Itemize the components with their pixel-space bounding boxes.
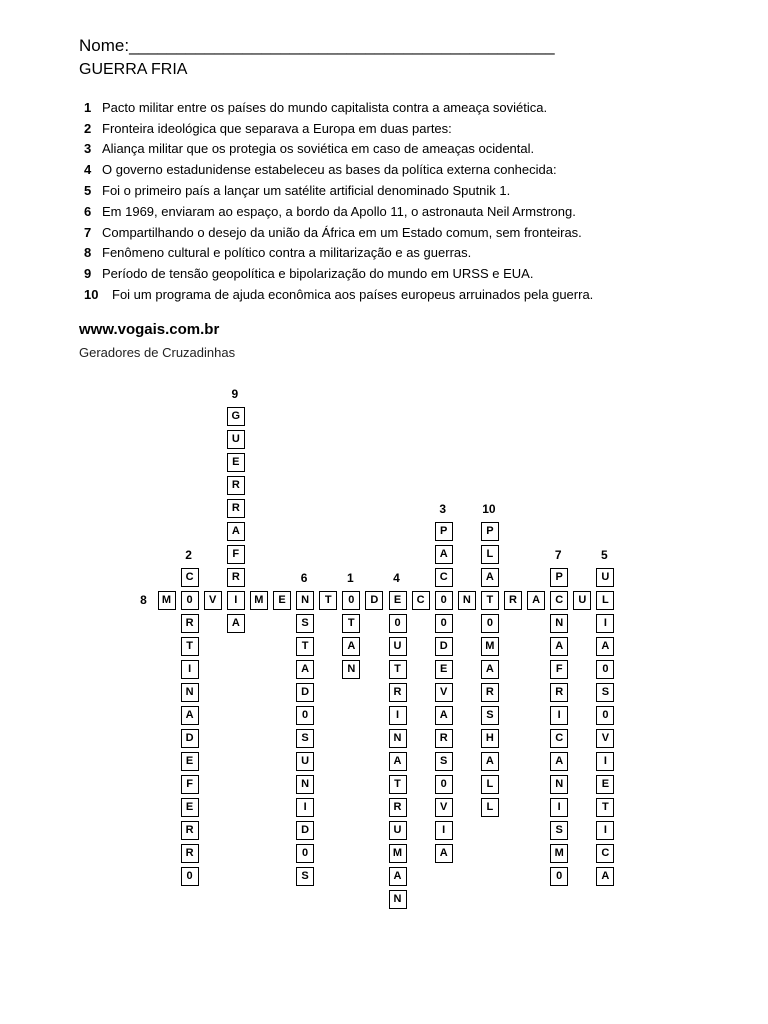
crossword-cell[interactable]: P [435,522,453,541]
crossword-cell[interactable]: E [273,591,291,610]
crossword-cell[interactable]: R [481,683,499,702]
crossword-cell[interactable]: 0 [296,706,314,725]
crossword-cell[interactable]: R [389,683,407,702]
crossword-cell[interactable]: 0 [296,844,314,863]
crossword-cell[interactable]: A [481,660,499,679]
site-subtitle: Geradores de Cruzadinhas [79,345,236,360]
crossword-cell[interactable]: I [596,752,614,771]
crossword-cell[interactable]: R [227,568,245,587]
crossword-cell[interactable]: T [481,591,499,610]
clue-number: 7 [84,224,92,240]
crossword-cell[interactable]: G [227,407,245,426]
crossword-cell[interactable]: A [550,637,568,656]
crossword-cell[interactable]: 0 [389,614,407,633]
clue-number: 9 [84,266,92,282]
crossword-cell[interactable]: A [435,545,453,564]
crossword-cell[interactable]: V [204,591,222,610]
crossword-cell[interactable]: P [550,568,568,587]
crossword-cell[interactable]: A [435,706,453,725]
crossword-cell[interactable]: S [481,706,499,725]
crossword-cell[interactable]: N [181,683,199,702]
crossword-cell[interactable]: N [296,775,314,794]
crossword-cell[interactable]: L [481,545,499,564]
clue-number: 1 [84,99,92,115]
crossword-cell[interactable]: M [389,844,407,863]
crossword-cell[interactable]: E [435,660,453,679]
crossword-cell[interactable]: C [596,844,614,863]
clue-text: Pacto militar entre os países do mundo capitalista contra a ameaça soviética. [102,99,548,115]
crossword-cell[interactable]: S [296,729,314,748]
crossword-cell[interactable]: L [481,798,499,817]
crossword-cell[interactable]: R [389,798,407,817]
crossword-cell[interactable]: C [550,729,568,748]
crossword-cell[interactable]: D [365,591,383,610]
crossword-cell[interactable]: C [412,591,430,610]
crossword-cell[interactable]: E [596,775,614,794]
crossword-cell[interactable]: U [389,821,407,840]
word-number: 1 [346,571,354,585]
crossword-cell[interactable]: S [550,821,568,840]
crossword-cell[interactable]: A [550,752,568,771]
crossword-cell[interactable]: T [389,775,407,794]
crossword-cell[interactable]: V [435,683,453,702]
crossword-cell[interactable]: N [296,591,314,610]
crossword-cell[interactable]: I [389,706,407,725]
crossword-cell[interactable]: N [550,775,568,794]
crossword-cell[interactable]: I [227,591,245,610]
crossword-cell[interactable]: R [227,499,245,518]
crossword-cell[interactable]: F [227,545,245,564]
crossword-cell[interactable]: 0 [596,660,614,679]
crossword-cell[interactable]: 0 [435,614,453,633]
clue-text: Compartilhando o desejo da união da África em um Estado comum, sem fronteiras. [102,224,582,240]
crossword-cell[interactable]: 0 [181,591,199,610]
clue-text: O governo estadunidense estabeleceu as bases da política externa conhecida: [102,162,557,178]
clue-number: 8 [84,245,92,261]
crossword-cell[interactable]: V [596,729,614,748]
crossword-cell[interactable]: I [296,798,314,817]
crossword-cell[interactable]: U [227,430,245,449]
clue-number: 3 [84,141,92,157]
crossword-cell[interactable]: A [342,637,360,656]
clue-text: Foi um programa de ajuda econômica aos países europeus arruinados pela guerra. [112,287,594,303]
crossword-cell[interactable]: 0 [342,591,360,610]
crossword-cell[interactable]: N [389,729,407,748]
crossword-cell[interactable]: M [250,591,268,610]
crossword-cell[interactable]: F [550,660,568,679]
crossword-cell[interactable]: A [527,591,545,610]
word-number: 7 [554,548,562,562]
worksheet-title: GUERRA FRIA [79,61,188,78]
clue-text: Aliança militar que os protegia os soviética em caso de ameaças ocidental. [102,141,535,157]
clue-text: Em 1969, enviaram ao espaço, a bordo da Apollo 11, o astronauta Neil Armstrong. [102,203,576,219]
crossword-cell[interactable]: T [181,637,199,656]
crossword-cell[interactable]: A [296,660,314,679]
crossword-cell[interactable]: I [596,821,614,840]
crossword-cell[interactable]: C [181,568,199,587]
word-number: 4 [393,571,400,585]
crossword-cell[interactable]: I [435,821,453,840]
clue-number: 10 [84,287,99,303]
crossword-cell[interactable]: I [550,798,568,817]
crossword-cell[interactable]: 0 [596,706,614,725]
crossword-cell[interactable]: S [296,867,314,886]
crossword-cell[interactable]: L [596,591,614,610]
crossword-cell[interactable]: I [550,706,568,725]
clue-number: 4 [84,162,92,178]
crossword-cell[interactable]: I [181,660,199,679]
crossword-cell[interactable]: A [181,706,199,725]
crossword-cell[interactable]: A [227,522,245,541]
crossword-cell[interactable]: S [596,683,614,702]
crossword-cell[interactable]: L [481,775,499,794]
crossword-cell[interactable]: A [596,637,614,656]
crossword-cell[interactable]: H [481,729,499,748]
crossword-cell[interactable]: T [296,637,314,656]
crossword-cell[interactable]: A [481,568,499,587]
clue-text: Período de tensão geopolítica e bipolarização do mundo em URSS e EUA. [102,266,534,282]
crossword-cell[interactable]: E [181,798,199,817]
crossword-cell[interactable]: N [342,660,360,679]
crossword-cell[interactable]: R [181,821,199,840]
crossword-cell[interactable]: 0 [181,867,199,886]
crossword-cell[interactable]: C [550,591,568,610]
crossword-cell[interactable]: E [389,591,407,610]
crossword-cell[interactable]: A [227,614,245,633]
crossword-cell[interactable]: A [596,867,614,886]
clue-number: 5 [84,183,92,199]
crossword-cell[interactable]: T [389,660,407,679]
crossword-cell[interactable]: S [435,752,453,771]
crossword-cell[interactable]: A [435,844,453,863]
word-number: 9 [231,387,239,401]
crossword-cell[interactable]: I [596,614,614,633]
crossword-cell[interactable]: U [596,568,614,587]
word-number: 8 [140,593,147,607]
crossword-cell[interactable]: D [296,821,314,840]
word-number: 3 [439,502,447,516]
name-field-label: Nome:_____________________________________________ [79,36,555,55]
crossword-cell[interactable]: 0 [435,775,453,794]
crossword-cell[interactable]: R [227,476,245,495]
crossword-cell[interactable]: T [342,614,360,633]
crossword-cell[interactable]: P [481,522,499,541]
crossword-cell[interactable]: U [389,637,407,656]
crossword-cell[interactable]: T [319,591,337,610]
crossword-cell[interactable]: A [481,752,499,771]
crossword-cell[interactable]: V [435,798,453,817]
crossword-cell[interactable]: E [227,453,245,472]
crossword-cell[interactable]: D [435,637,453,656]
crossword-cell[interactable]: M [550,844,568,863]
crossword-cell[interactable]: F [181,775,199,794]
crossword-cell[interactable]: N [389,890,407,909]
crossword-cell[interactable]: R [550,683,568,702]
crossword-cell[interactable]: D [296,683,314,702]
word-number: 5 [601,548,608,562]
crossword-cell[interactable]: N [550,614,568,633]
crossword-cell[interactable]: 0 [481,614,499,633]
word-number: 2 [185,548,192,562]
word-number: 6 [300,571,308,585]
crossword-cell[interactable]: U [573,591,591,610]
crossword-cell[interactable]: E [181,752,199,771]
crossword-cell[interactable]: R [181,844,199,863]
clue-text: Fronteira ideológica que separava a Europa em duas partes: [102,120,452,136]
crossword-cell[interactable]: 0 [550,867,568,886]
crossword-cell[interactable]: U [296,752,314,771]
clue-number: 2 [84,120,92,136]
site-link[interactable]: www.vogais.com.br [79,321,220,338]
crossword-cell[interactable]: R [504,591,522,610]
crossword-cell[interactable]: A [389,867,407,886]
crossword-cell[interactable]: T [596,798,614,817]
word-number: 10 [482,502,496,516]
crossword-cell[interactable]: 0 [435,591,453,610]
clue-number: 6 [84,203,92,219]
crossword-cell[interactable]: A [389,752,407,771]
crossword-cell[interactable]: M [481,637,499,656]
crossword-cell[interactable]: N [458,591,476,610]
crossword-cell[interactable]: D [181,729,199,748]
crossword-cell[interactable]: M [158,591,176,610]
crossword-cell[interactable]: S [296,614,314,633]
clue-text: Foi o primeiro país a lançar um satélite artificial denominado Sputnik 1. [102,183,511,199]
crossword-cell[interactable]: C [435,568,453,587]
crossword-cell[interactable]: R [181,614,199,633]
clue-text: Fenômeno cultural e político contra a militarização e as guerras. [102,245,472,261]
crossword-cell[interactable]: R [435,729,453,748]
